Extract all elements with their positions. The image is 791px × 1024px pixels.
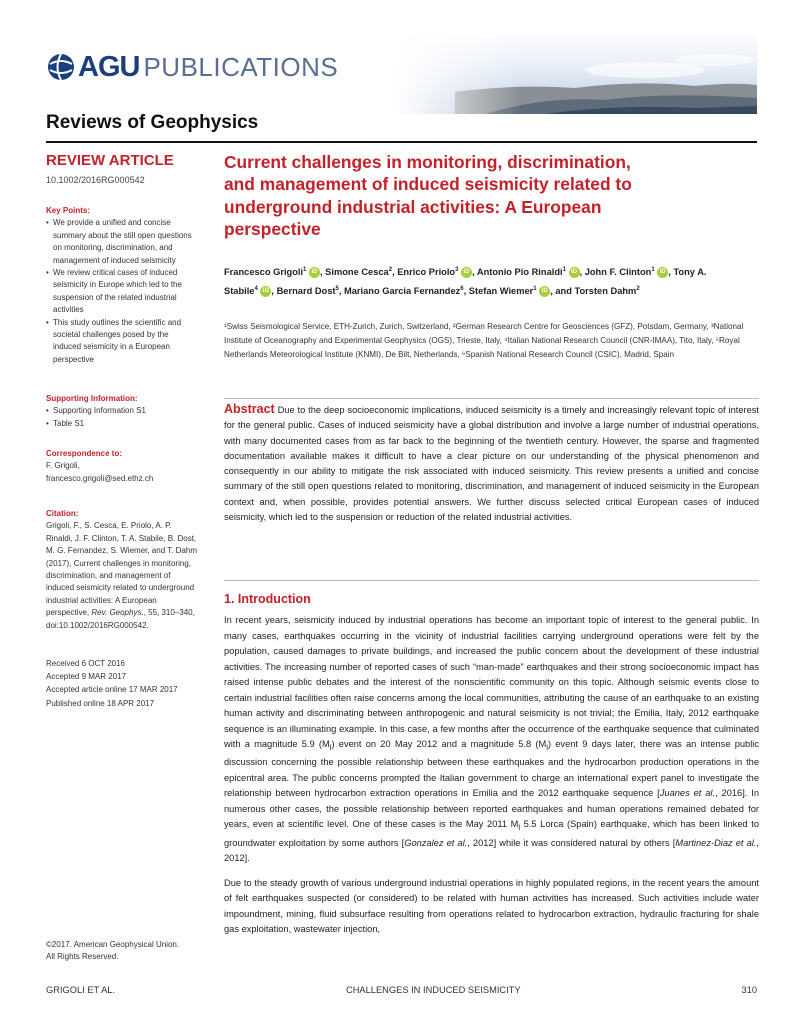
header-rule bbox=[46, 141, 757, 143]
article-title: Current challenges in monitoring, discrimination, and management of induced seismicity related to underground industrial activities: A European perspective bbox=[224, 152, 632, 240]
author: Antonio Pio Rinaldi bbox=[476, 267, 563, 278]
author: John F. Clinton bbox=[584, 267, 652, 278]
author-affiliation-number: 2 bbox=[636, 286, 640, 293]
correspondence bbox=[46, 448, 196, 485]
article-type: REVIEW ARTICLE bbox=[46, 152, 174, 169]
supporting-information bbox=[46, 393, 196, 430]
key-point: • We review critical cases of induced seismicity in Europe which led to the suspension of the related industrial activities bbox=[46, 267, 196, 317]
author: Francesco Grigoli bbox=[224, 267, 304, 278]
citation-link[interactable]: Martinez-Diaz et al. bbox=[675, 837, 757, 848]
orcid-icon[interactable]: iD bbox=[657, 267, 668, 278]
orcid-icon[interactable]: iD bbox=[260, 286, 271, 297]
text-run: ) event on 20 May 2012 and a magnitude 5.8 (M bbox=[331, 739, 547, 749]
author: Bernard Dost bbox=[276, 286, 336, 297]
author: Torsten Dahm bbox=[574, 286, 637, 297]
author-affiliation-number: 4 bbox=[254, 286, 258, 293]
introduction-body bbox=[224, 613, 759, 947]
text-run: , 2012]. bbox=[224, 837, 759, 864]
paragraph bbox=[224, 613, 759, 867]
text-run: In recent years, seismicity induced by industrial operations has become an important topic of interest to the general public. In many cases, earthquakes occurring in the vicinity of industrial facilities carrying underground operations were felt by the population, caused damages to private buildings, and increased the public concern about the development of these industrial activities. The increasing number of reported cases of such “man-made” earthquakes and their strong socioeconomic impact has raised intense public debates and the interest of the nonscientific community on this topic. Although seismic events close to certain industrial facilities often raise concerns among the local communities, attributing the cause of an earthquake to an existing human activity and discriminating between anthropogenic and natural seismicity is not trivial; the Emilia, Italy, 2012 earthquake sequence is an illuminating example. In this case, a few months after the occurrence of the earthquake sequence that culminated with a magnitude 5.9 (M bbox=[224, 615, 759, 749]
citation-volume: , 55, 310–340, doi:10.1002/2016RG000542. bbox=[46, 608, 195, 630]
abstract-rule bbox=[224, 398, 759, 399]
orcid-icon[interactable]: iD bbox=[569, 267, 580, 278]
text-run: ) event 9 days later, there was an intense public discussion concerning the possible relationship between these earthquakes and the hydrocarbon production operations in the epicentral area. The public concerns prompted the Italian government to charge an international expert panel to investigate the relationship between hydrocarbon extraction operations in Emilia and the 2012 earthquake sequence [ bbox=[224, 739, 759, 799]
author-affiliation-number: 3 bbox=[455, 267, 459, 273]
text-run: 5.5 Lorca (Spain) earthquake, which has been linked to groundwater exploitation by some authors [ bbox=[224, 819, 759, 848]
section-rule bbox=[224, 580, 759, 581]
logo-brand: AGU bbox=[78, 51, 140, 83]
logo-suffix: PUBLICATIONS bbox=[143, 52, 339, 82]
author-affiliation-number: 1 bbox=[562, 267, 566, 273]
date-received: Received 6 OCT 2016 bbox=[46, 659, 126, 668]
date-published: Published online 18 APR 2017 bbox=[46, 698, 155, 708]
author: Simone Cesca bbox=[325, 267, 389, 278]
supporting-link[interactable]: • Supporting Information S1 bbox=[46, 405, 196, 417]
affiliations: ¹Swiss Seismological Service, ETH-Zurich, Zurich, Switzerland, ²German Research Centre for Geosciences (GFZ), Potsdam, Germany, ³National Institute of Oceanography and Experimental Geophysics (OGS), Trieste, Italy, ⁴Italian National Research Council (CNR-IMAA), Tito, Italy, ⁵Royal Netherlands Meteorological Institute (KNMI), De Bilt, Netherlands, ⁶Spanish National Research Council (CSIC), Madrid, Spain bbox=[224, 322, 744, 359]
copyright-line: ©2017. American Geophysical Union. bbox=[46, 940, 180, 949]
key-points-heading: Key Points: bbox=[46, 206, 91, 215]
date-accepted: Accepted 9 MAR 2017 bbox=[46, 672, 127, 682]
author-list: Francesco Grigoli$^1$ iD , Simone Cesca$^2$, Enrico Priolo$^3$ iD , Antonio Pio Rinaldi$^1$ iD , John F. Clinton$^1$ iD , Tony A. Stabile$^4$ iD , Bernard Dost$^5$, Mariano Garcia Fernandez$^6$, Stefan Wiemer$^1$ iD , and Torsten Dahm$^2$ bbox=[224, 267, 707, 297]
paragraph: Due to the steady growth of various underground industrial operations in highly populated regions, in the recent years the amount of felt earthquakes suspected (or considered) to be related with human activities has increased. Such activities include water impoundment, mining, fluid subsurface resulting from operations related to hydrocarbon extraction, hydraulic fracturing for shale gas exploitation, wastewater injection, bbox=[224, 877, 759, 935]
copyright bbox=[46, 939, 216, 964]
author: Mariano Garcia Fernandez bbox=[344, 286, 461, 297]
abstract-text: Due to the deep socioeconomic implications, induced seismicity is a timely and increasingly relevant topic of interest for the general public. Cases of induced seismicity have a global distribution and involve a large number of industrial operations, with many documented cases from as far back to the beginning of the twentieth century. However, the sparse and fragmented documentation available makes it difficult to have a clear picture on our understanding of the physical phenomenon and consequently in our ability to mitigate the risk associated with induced seismicity. This review presents a unified and concise summary of the still open questions related to monitoring, discrimination, and management of induced seismicity in the European context and, when possible, provides potential answers. We further discuss selected critical European cases of induced seismicity, which led to the suspension or reduction of the related industrial activities. bbox=[224, 405, 759, 523]
author-affiliation-number: 1 bbox=[651, 267, 655, 273]
subscript: l bbox=[546, 742, 548, 752]
citation-heading: Citation: bbox=[46, 509, 79, 518]
citation-text bbox=[46, 520, 198, 632]
citation bbox=[46, 508, 198, 632]
supporting-heading: Supporting Information: bbox=[46, 394, 138, 403]
author: Stefan Wiemer bbox=[468, 286, 534, 297]
page-number: 310 bbox=[741, 985, 757, 995]
subscript: l bbox=[518, 823, 521, 833]
orcid-icon[interactable]: iD bbox=[461, 267, 472, 278]
abstract bbox=[224, 402, 759, 525]
correspondence-email[interactable]: francesco.grigoli@sed.ethz.ch bbox=[46, 473, 154, 483]
footer-authors: GRIGOLI ET AL. bbox=[46, 985, 116, 995]
text-run: , 2012] while it was considered natural by others [ bbox=[467, 837, 676, 848]
article-dates bbox=[46, 657, 206, 710]
author: Enrico Priolo bbox=[397, 267, 456, 278]
journal-banner-image bbox=[395, 30, 757, 114]
citation-journal: Rev. Geophys. bbox=[91, 608, 144, 618]
copyright-line: All Rights Reserved. bbox=[46, 952, 119, 962]
key-point: • This study outlines the scientific and societal challenges posed by the induced seismicity in a European perspective bbox=[46, 317, 196, 367]
orcid-icon[interactable]: iD bbox=[309, 267, 320, 278]
agu-publications-logo bbox=[46, 46, 338, 82]
section-title: 1. Introduction bbox=[224, 592, 311, 606]
author-affiliation-number: 1 bbox=[533, 286, 537, 293]
key-points bbox=[46, 205, 196, 366]
citation-link[interactable]: Juanes et al. bbox=[659, 788, 716, 799]
article-doi: 10.1002/2016RG000542 bbox=[46, 175, 145, 185]
citation-link[interactable]: Gonzalez et al. bbox=[404, 837, 468, 848]
journal-name: Reviews of Geophysics bbox=[46, 112, 259, 133]
text-run: , 2016]. In numerous other cases, the possible relationship between reported earthquakes and human operations remained debated for years, even at scientific level. One of these cases is the May 2011 M bbox=[224, 788, 760, 830]
author: Tony A. Stabile bbox=[224, 267, 707, 297]
footer-running-title: CHALLENGES IN INDUCED SEISMICITY bbox=[346, 985, 521, 995]
correspondence-heading: Correspondence to: bbox=[46, 449, 123, 458]
author-affiliation-number: 1 bbox=[303, 267, 307, 273]
author-affiliation-number: 2 bbox=[388, 267, 393, 273]
author-affiliation-number: 6 bbox=[460, 286, 464, 293]
abstract-label: Abstract bbox=[224, 402, 275, 416]
orcid-icon[interactable]: iD bbox=[539, 286, 550, 297]
key-point: • We provide a unified and concise summary about the still open questions on monitoring, discrimination, and management of induced seismicity bbox=[46, 217, 196, 267]
supporting-link[interactable]: • Table S1 bbox=[46, 418, 196, 430]
author-affiliation-number: 5 bbox=[335, 286, 339, 293]
citation-authors: Grigoli, F., S. Cesca, E. Priolo, A. P. Rinaldi, J. F. Clinton, T. A. Stabile, B. Dost, M. G. Fernandez, S. Wiemer, and T. Dahm (2017), Current challenges in monitoring, discrimination, and management of induced seismicity related to underground industrial activities: A European perspective, bbox=[46, 521, 198, 618]
date-accepted-online: Accepted article online 17 MAR 2017 bbox=[46, 685, 178, 695]
correspondence-name: F. Grigoli, bbox=[46, 461, 80, 471]
globe-icon bbox=[46, 52, 76, 82]
subscript: l bbox=[329, 742, 332, 752]
